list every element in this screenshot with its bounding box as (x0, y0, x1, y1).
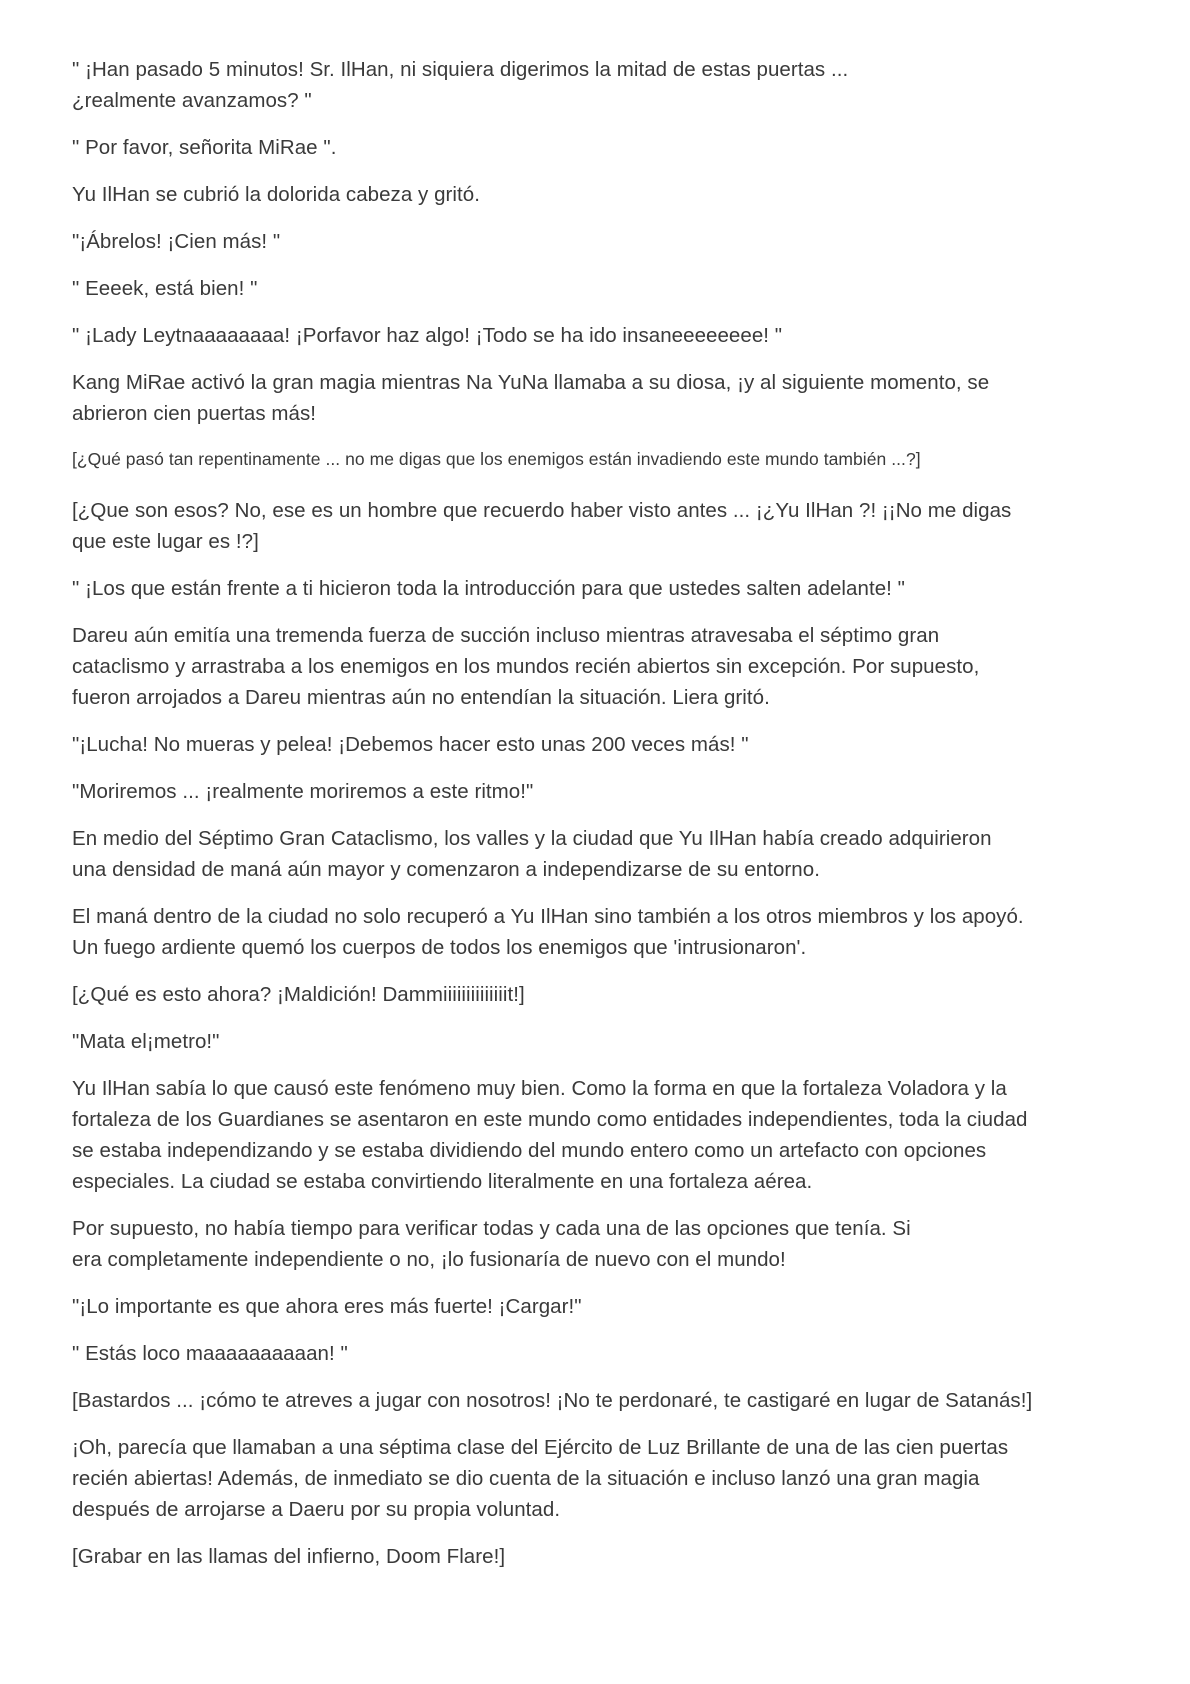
text-line: "Moriremos ... ¡realmente moriremos a este ritmo!" (72, 780, 534, 803)
text-line: se estaba independizando y se estaba dividiendo del mundo entero como un artefacto con opciones (72, 1139, 987, 1162)
text-line: ¡Oh, parecía que llamaban a una séptima clase del Ejército de Luz Brillante de una de las cien puertas (72, 1436, 1009, 1459)
paragraph (72, 1338, 1118, 1369)
text-line: abrieron cien puertas más! (72, 402, 317, 425)
paragraph (72, 776, 1118, 807)
text-line: fortaleza de los Guardianes se asentaron en este mundo como entidades independientes, toda la ciudad (72, 1108, 1028, 1131)
paragraph (72, 1385, 1118, 1416)
text-line: "¡Ábrelos! ¡Cien más! " (72, 230, 281, 253)
text-line: " Estás loco maaaaaaaaaan! " (72, 1342, 348, 1365)
text-line: [Grabar en las llamas del infierno, Doom Flare!] (72, 1545, 506, 1568)
text-line: "Mata el¡metro!" (72, 1030, 220, 1053)
paragraph (72, 273, 1118, 304)
text-line: Por supuesto, no había tiempo para verificar todas y cada una de las opciones que tenía. Si (72, 1217, 911, 1240)
paragraph (72, 1541, 1118, 1572)
text-line: recién abiertas! Además, de inmediato se dio cuenta de la situación e incluso lanzó una gran magia (72, 1467, 980, 1490)
paragraph (72, 132, 1118, 163)
text-line: era completamente independiente o no, ¡lo fusionaría de nuevo con el mundo! (72, 1248, 786, 1271)
paragraph (72, 620, 1118, 713)
paragraph (72, 54, 1118, 116)
text-line: " ¡Han pasado 5 minutos! Sr. IlHan, ni siquiera digerimos la mitad de estas puertas ... (72, 58, 849, 81)
paragraph (72, 729, 1118, 760)
paragraph (72, 1213, 1118, 1275)
text-line: [¿Que son esos? No, ese es un hombre que recuerdo haber visto antes ... ¡¿Yu IlHan ?! ¡¡No me digas (72, 499, 1012, 522)
text-line: ¿realmente avanzamos? " (72, 89, 312, 112)
text-line: " Por favor, señorita MiRae ". (72, 136, 337, 159)
paragraph (72, 179, 1118, 210)
text-line: " Eeeek, está bien! " (72, 277, 258, 300)
text-line: [Bastardos ... ¡cómo te atreves a jugar con nosotros! ¡No te perdonaré, te castigaré en lugar de Satanás!] (72, 1389, 1033, 1412)
text-line: " ¡Lady Leytnaaaaaaaa! ¡Porfavor haz algo! ¡Todo se ha ido insaneeeeeeee! " (72, 324, 783, 347)
paragraph (72, 979, 1118, 1010)
text-line: "¡Lucha! No mueras y pelea! ¡Debemos hacer esto unas 200 veces más! " (72, 733, 749, 756)
paragraph (72, 367, 1118, 429)
text-line: "¡Lo importante es que ahora eres más fuerte! ¡Cargar!" (72, 1295, 582, 1318)
paragraph (72, 901, 1118, 963)
paragraph (72, 1026, 1118, 1057)
paragraph (72, 573, 1118, 604)
text-line: [¿Qué pasó tan repentinamente ... no me digas que los enemigos están invadiendo este mundo también ...?] (72, 449, 921, 469)
text-line: después de arrojarse a Daeru por su propia voluntad. (72, 1498, 561, 1521)
paragraph (72, 320, 1118, 351)
paragraph (72, 445, 1118, 473)
paragraph (72, 226, 1118, 257)
text-line: El maná dentro de la ciudad no solo recuperó a Yu IlHan sino también a los otros miembros y los apoyó. (72, 905, 1024, 928)
text-line: Un fuego ardiente quemó los cuerpos de todos los enemigos que 'intrusionaron'. (72, 936, 807, 959)
text-line: cataclismo y arrastraba a los enemigos en los mundos recién abiertos sin excepción. Por supuesto, (72, 655, 980, 678)
text-line: " ¡Los que están frente a ti hicieron toda la introducción para que ustedes salten adelante! " (72, 577, 905, 600)
text-line: Yu IlHan sabía lo que causó este fenómeno muy bien. Como la forma en que la fortaleza Voladora y la (72, 1077, 1007, 1100)
text-line: En medio del Séptimo Gran Cataclismo, los valles y la ciudad que Yu IlHan había creado adquirieron (72, 827, 992, 850)
document-body (72, 54, 1118, 1588)
paragraph (72, 1432, 1118, 1525)
text-line: especiales. La ciudad se estaba convirtiendo literalmente en una fortaleza aérea. (72, 1170, 813, 1193)
text-line: [¿Qué es esto ahora? ¡Maldición! Dammiiiiiiiiiiiiiit!] (72, 983, 525, 1006)
text-line: Yu IlHan se cubrió la dolorida cabeza y gritó. (72, 183, 480, 206)
text-line: Dareu aún emitía una tremenda fuerza de succión incluso mientras atravesaba el séptimo gran (72, 624, 940, 647)
paragraph (72, 495, 1118, 557)
text-line: que este lugar es !?] (72, 530, 259, 553)
text-line: Kang MiRae activó la gran magia mientras Na YuNa llamaba a su diosa, ¡y al siguiente momento, se (72, 371, 990, 394)
paragraph (72, 823, 1118, 885)
paragraph (72, 1291, 1118, 1322)
paragraph (72, 1073, 1118, 1197)
text-line: una densidad de maná aún mayor y comenzaron a independizarse de su entorno. (72, 858, 820, 881)
text-line: fueron arrojados a Dareu mientras aún no entendían la situación. Liera gritó. (72, 686, 770, 709)
